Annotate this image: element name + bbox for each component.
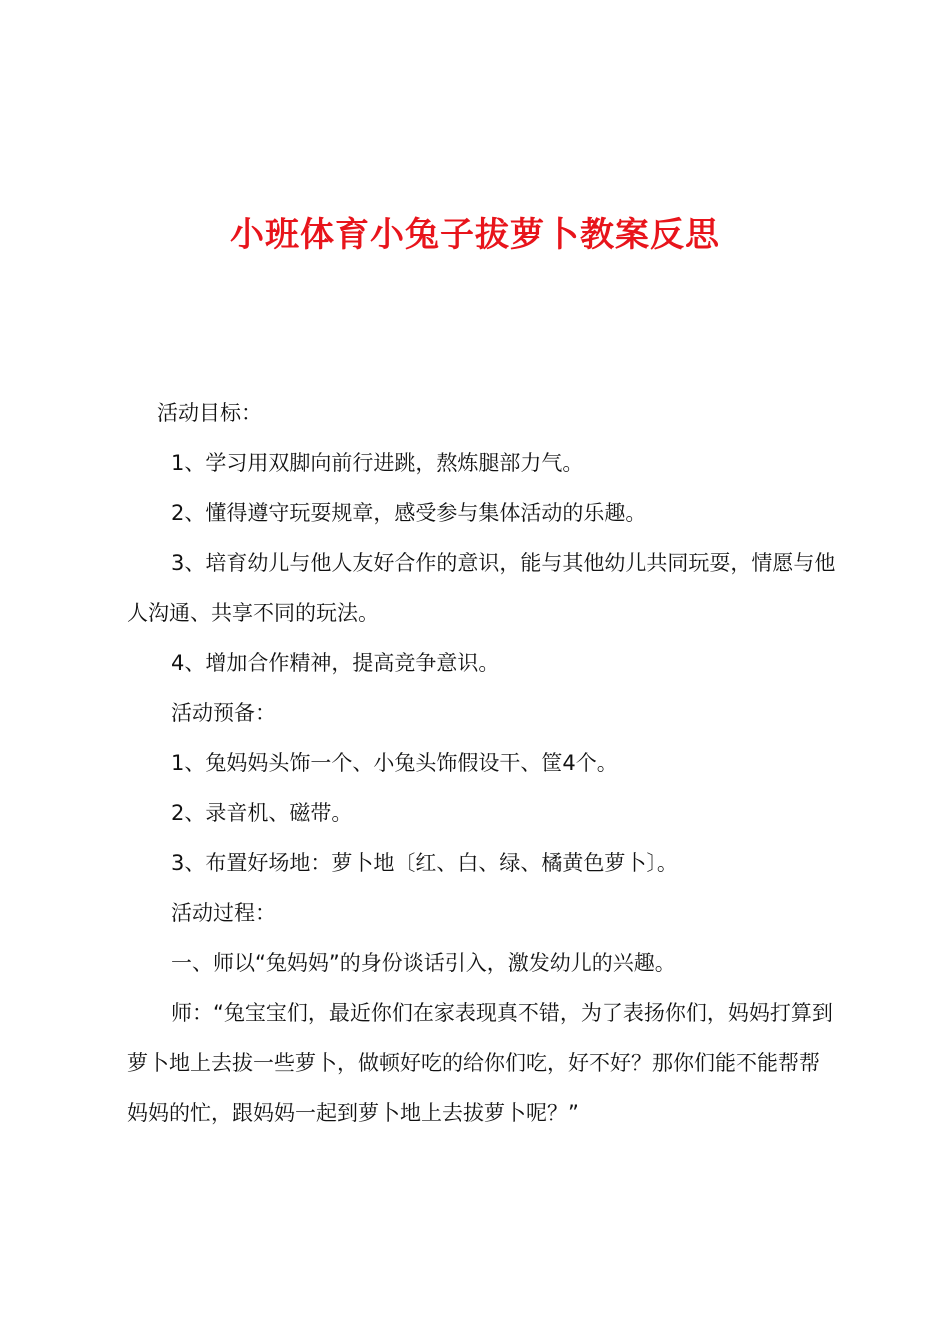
goal-item-3: 3、培育幼儿与他人友好合作的意识，能与其他幼儿共同玩耍，情愿与他人沟通、共享不同的玩法。 [127,551,836,625]
teacher-dialogue: 师：“兔宝宝们，最近你们在家表现真不错，为了表扬你们，妈妈打算到萝卜地上去拔一些萝卜，做顿好吃的给你们吃，好不好？那你们能不能帮帮妈妈的忙，跟妈妈一起到萝卜地上去拔萝卜呢？” [127,1001,833,1125]
preparation-item-1: 1、兔妈妈头饰一个、小兔头饰假设干、筐4个。 [171,751,618,775]
document-body [127,388,837,1138]
process-step-1: 一、师以“兔妈妈”的身份谈话引入，激发幼儿的兴趣。 [171,951,676,975]
section-heading-preparation: 活动预备： [171,701,276,725]
preparation-item-3: 3、布置好场地：萝卜地〔红、白、绿、橘黄色萝卜〕。 [171,851,678,875]
goal-item-2: 2、懂得遵守玩耍规章，感受参与集体活动的乐趣。 [171,501,647,525]
section-heading-goals: 活动目标： [157,401,262,425]
preparation-item-2: 2、录音机、磁带。 [171,801,353,825]
document-title: 小班体育小兔子拔萝卜教案反思 [230,215,720,255]
goal-item-1: 1、学习用双脚向前行进跳，熬炼腿部力气。 [171,451,584,475]
section-heading-process: 活动过程： [171,901,276,925]
goal-item-4: 4、增加合作精神，提高竞争意识。 [171,651,500,675]
